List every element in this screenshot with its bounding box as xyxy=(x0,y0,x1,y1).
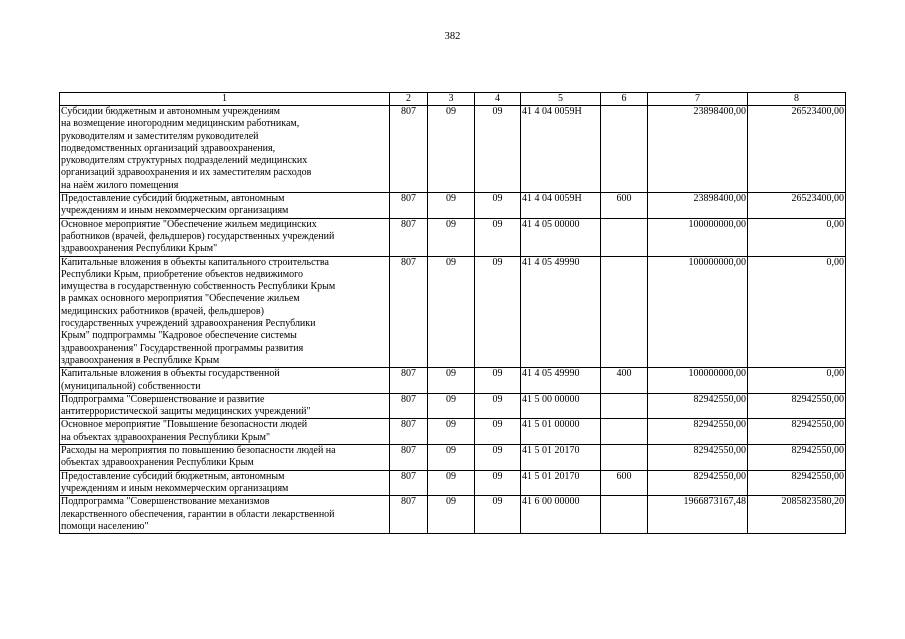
target-article-cell: 41 4 05 49990 xyxy=(521,256,601,368)
row-name-cell xyxy=(60,496,390,534)
target-article-cell: 41 4 04 0059Н xyxy=(521,193,601,219)
row-name-cell xyxy=(60,393,390,419)
row-name-line: Подпрограмма "Совершенствование механизмов xyxy=(61,496,270,508)
row-name-line: руководителям и заместителям руководителей xyxy=(61,130,259,142)
row-name-cell xyxy=(60,445,390,471)
row-name-line: лекарственного обеспечения, гарантии в области лекарственной xyxy=(61,508,335,520)
row-name-line: Субсидии бюджетным и автономным учреждениям xyxy=(61,106,281,117)
expense-type-cell xyxy=(601,218,648,256)
row-name-line: Расходы на мероприятия по повышению безопасности людей на xyxy=(61,445,336,457)
row-name-line: Капитальные вложения в объекты капитального строительства xyxy=(61,256,329,268)
header-cell: 1 xyxy=(60,93,390,106)
chapter-code-cell: 807 xyxy=(390,106,428,193)
section-code-cell: 09 xyxy=(428,419,475,445)
row-name-line: здравоохранения Республики Крым" xyxy=(61,243,218,255)
subsection-code-cell: 09 xyxy=(475,445,521,471)
amount-year2-cell: 82942550,00 xyxy=(748,470,846,496)
amount-year1-cell: 82942550,00 xyxy=(648,470,748,496)
expense-type-cell xyxy=(601,496,648,534)
row-name-line: в рамках основного мероприятия "Обеспечение жильем xyxy=(61,293,300,305)
expense-type-cell xyxy=(601,445,648,471)
amount-year2-cell: 26523400,00 xyxy=(748,193,846,219)
amount-year2-cell: 82942550,00 xyxy=(748,419,846,445)
row-name-line: здравоохранения в Республике Крым xyxy=(61,354,220,366)
target-article-cell: 41 5 00 00000 xyxy=(521,393,601,419)
amount-year1-cell: 1966873167,48 xyxy=(648,496,748,534)
expense-type-cell xyxy=(601,256,648,368)
header-cell: 8 xyxy=(748,93,846,106)
table-row xyxy=(60,256,846,368)
target-article-cell: 41 4 04 0059Н xyxy=(521,106,601,193)
chapter-code-cell: 807 xyxy=(390,470,428,496)
target-article-cell: 41 5 01 20170 xyxy=(521,470,601,496)
row-name-line: антитеррористической защиты медицинских учреждений" xyxy=(61,406,311,418)
section-code-cell: 09 xyxy=(428,193,475,219)
row-name-line: Подпрограмма "Совершенствование и развитие xyxy=(61,393,265,405)
amount-year2-cell: 2085823580,20 xyxy=(748,496,846,534)
amount-year1-cell: 23898400,00 xyxy=(648,193,748,219)
header-row xyxy=(60,93,846,106)
row-name-line: на наём жилого помещения xyxy=(61,179,179,191)
row-name-line: (муниципальной) собственности xyxy=(61,380,201,392)
section-code-cell: 09 xyxy=(428,445,475,471)
section-code-cell: 09 xyxy=(428,393,475,419)
table-row xyxy=(60,106,846,193)
row-name-line: организаций здравоохранения и их заместителям расходов xyxy=(61,167,312,179)
row-name-line: объектах здравоохранения Республики Крым xyxy=(61,457,254,469)
row-name-line: работников (врачей, фельдшеров) государственных учреждений xyxy=(61,230,335,242)
subsection-code-cell: 09 xyxy=(475,368,521,394)
row-name-line: подведомственных организаций здравоохранения, xyxy=(61,142,276,154)
row-name-line: Предоставление субсидий бюджетным, автономным xyxy=(61,470,285,482)
amount-year1-cell: 100000000,00 xyxy=(648,368,748,394)
row-name-line: помощи населению" xyxy=(61,520,149,532)
expense-type-cell xyxy=(601,393,648,419)
header-cell: 7 xyxy=(648,93,748,106)
table-row xyxy=(60,445,846,471)
target-article-cell: 41 4 05 49990 xyxy=(521,368,601,394)
section-code-cell: 09 xyxy=(428,470,475,496)
target-article-cell: 41 6 00 00000 xyxy=(521,496,601,534)
amount-year1-cell: 100000000,00 xyxy=(648,218,748,256)
amount-year1-cell: 82942550,00 xyxy=(648,393,748,419)
section-code-cell: 09 xyxy=(428,256,475,368)
target-article-cell: 41 5 01 00000 xyxy=(521,419,601,445)
table-row xyxy=(60,193,846,219)
chapter-code-cell: 807 xyxy=(390,496,428,534)
row-name-cell xyxy=(60,106,390,193)
target-article-cell: 41 5 01 20170 xyxy=(521,445,601,471)
table-row xyxy=(60,393,846,419)
subsection-code-cell: 09 xyxy=(475,496,521,534)
row-name-line: Предоставление субсидий бюджетным, автономным xyxy=(61,193,285,205)
subsection-code-cell: 09 xyxy=(475,193,521,219)
row-name-line: Крым" подпрограммы "Кадровое обеспечение системы xyxy=(61,330,297,342)
section-code-cell: 09 xyxy=(428,218,475,256)
row-name-cell xyxy=(60,368,390,394)
row-name-cell xyxy=(60,193,390,219)
section-code-cell: 09 xyxy=(428,368,475,394)
section-code-cell: 09 xyxy=(428,496,475,534)
table-row xyxy=(60,496,846,534)
amount-year2-cell: 82942550,00 xyxy=(748,393,846,419)
budget-table xyxy=(59,92,846,534)
amount-year2-cell: 0,00 xyxy=(748,218,846,256)
row-name-cell xyxy=(60,218,390,256)
subsection-code-cell: 09 xyxy=(475,393,521,419)
row-name-line: Основное мероприятие "Повышение безопасности людей xyxy=(61,419,308,431)
header-cell: 3 xyxy=(428,93,475,106)
row-name-cell xyxy=(60,419,390,445)
table-row xyxy=(60,470,846,496)
amount-year1-cell: 23898400,00 xyxy=(648,106,748,193)
expense-type-cell xyxy=(601,419,648,445)
row-name-line: Капитальные вложения в объекты государственной xyxy=(61,368,280,380)
header-cell: 2 xyxy=(390,93,428,106)
subsection-code-cell: 09 xyxy=(475,256,521,368)
amount-year1-cell: 82942550,00 xyxy=(648,445,748,471)
chapter-code-cell: 807 xyxy=(390,393,428,419)
row-name-line: медицинских работников (врачей, фельдшеров) xyxy=(61,305,264,317)
row-name-cell xyxy=(60,256,390,368)
section-code-cell: 09 xyxy=(428,106,475,193)
expense-type-cell: 600 xyxy=(601,193,648,219)
subsection-code-cell: 09 xyxy=(475,218,521,256)
amount-year2-cell: 26523400,00 xyxy=(748,106,846,193)
subsection-code-cell: 09 xyxy=(475,470,521,496)
expense-type-cell: 400 xyxy=(601,368,648,394)
amount-year1-cell: 100000000,00 xyxy=(648,256,748,368)
row-name-line: имущества в государственную собственность Республики Крым xyxy=(61,281,336,293)
header-cell: 4 xyxy=(475,93,521,106)
expense-type-cell xyxy=(601,106,648,193)
chapter-code-cell: 807 xyxy=(390,368,428,394)
chapter-code-cell: 807 xyxy=(390,193,428,219)
header-cell: 6 xyxy=(601,93,648,106)
row-name-line: руководителям структурных подразделений медицинских xyxy=(61,155,308,167)
row-name-line: Республики Крым, приобретение объектов недвижимого xyxy=(61,268,303,280)
row-name-line: на возмещение иногородним медицинским работникам, xyxy=(61,118,300,130)
subsection-code-cell: 09 xyxy=(475,419,521,445)
header-cell: 5 xyxy=(521,93,601,106)
target-article-cell: 41 4 05 00000 xyxy=(521,218,601,256)
table-row xyxy=(60,368,846,394)
chapter-code-cell: 807 xyxy=(390,419,428,445)
row-name-line: здравоохранения" Государственной программы развития xyxy=(61,342,304,354)
amount-year1-cell: 82942550,00 xyxy=(648,419,748,445)
row-name-cell xyxy=(60,470,390,496)
subsection-code-cell: 09 xyxy=(475,106,521,193)
row-name-line: учреждениям и иным некоммерческим организациям xyxy=(61,205,289,217)
amount-year2-cell: 0,00 xyxy=(748,256,846,368)
amount-year2-cell: 0,00 xyxy=(748,368,846,394)
chapter-code-cell: 807 xyxy=(390,445,428,471)
row-name-line: на объектах здравоохранения Республики Крым" xyxy=(61,431,271,443)
row-name-line: учреждениям и иным некоммерческим организациям xyxy=(61,482,289,494)
table-row xyxy=(60,218,846,256)
table-row xyxy=(60,419,846,445)
page-number: 382 xyxy=(444,31,461,42)
chapter-code-cell: 807 xyxy=(390,256,428,368)
row-name-line: Основное мероприятие "Обеспечение жильем медицинских xyxy=(61,218,317,230)
row-name-line: государственных учреждений здравоохранения Республики xyxy=(61,318,316,330)
chapter-code-cell: 807 xyxy=(390,218,428,256)
expense-type-cell: 600 xyxy=(601,470,648,496)
amount-year2-cell: 82942550,00 xyxy=(748,445,846,471)
